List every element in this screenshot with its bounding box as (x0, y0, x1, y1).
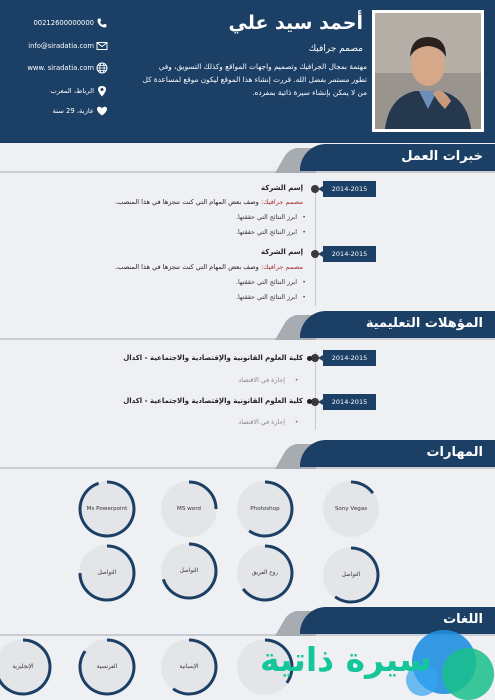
skill-ring (320, 544, 382, 606)
timeline-dot (311, 250, 319, 258)
degree-name: إجازة في الاقتصاد • (238, 419, 285, 426)
heart-icon (96, 105, 108, 117)
achievement-item: ابرز النتائج التي حققتها. • (236, 294, 297, 301)
job-desc (115, 198, 303, 206)
language-ring (0, 636, 54, 698)
job-desc-text: وصف بعض المهام التي كنت تنجزها في هذا المنصب. (115, 198, 259, 206)
timeline-dot (311, 398, 319, 406)
skill-ring (234, 542, 296, 604)
avatar (375, 13, 481, 129)
skill-label: MS word (177, 506, 201, 512)
skill-ring (76, 542, 138, 604)
skill-label: Ms Powerpoint (86, 506, 128, 512)
language-label: الفرنسية (96, 664, 118, 670)
skill-label: التواصل (179, 568, 199, 574)
education-timeline (315, 352, 316, 430)
language-label: الإنجليزية (12, 664, 34, 670)
company-name: إسم الشركة (260, 184, 303, 192)
skill-label: التواصل (97, 570, 117, 576)
section-divider (0, 338, 495, 340)
phone-icon (96, 17, 108, 29)
person-name: أحمد سيد علي (228, 12, 363, 34)
skill-label: روح الفريق (251, 570, 279, 576)
section-title: خبرات العمل (401, 149, 483, 164)
education-header (0, 311, 495, 341)
skill-ring (76, 478, 138, 540)
website-text: www. siradatia.com (27, 64, 94, 72)
profile-photo (372, 10, 484, 132)
email-text: info@siradatia.com (28, 42, 94, 50)
language-ring (76, 636, 138, 698)
date-badge: 2014-2015 (323, 246, 376, 262)
job-role: مصمم جرافيك: (260, 198, 303, 206)
contact-email (10, 39, 110, 53)
section-bar (300, 440, 495, 467)
skill-label: Sony Vegas (334, 506, 368, 512)
achievement-item: ابرز النتائج التي حققتها. • (236, 279, 297, 286)
skills-header (0, 440, 495, 470)
skill-ring (234, 478, 296, 540)
timeline-dot (311, 185, 319, 193)
watermark-logo (222, 618, 495, 700)
email-icon (96, 40, 108, 52)
timeline-dot (311, 354, 319, 362)
contact-status (10, 104, 110, 118)
job-title: مصمم جرافيك (308, 44, 363, 54)
job-desc (115, 263, 303, 271)
section-bar (300, 144, 495, 171)
job-desc-text: وصف بعض المهام التي كنت تنجزها في هذا المنصب. (115, 263, 259, 271)
globe-icon (96, 62, 108, 74)
skill-label: Photoshop (250, 506, 280, 512)
section-title: اللغات (443, 612, 483, 627)
bio: مهتمة بمجال الجرافيك وتصميم واجهات المواقع وكذلك التسويق، وفي تطور مستمر بفضل الله. قررت إنشاء هذا الموقع ليكون موقع لمساعدة كل من لا يمكن بإنشاء سيرة ذاتية بمفرده. (142, 62, 367, 97)
location-icon (96, 85, 108, 97)
achievement-item: ابرز النتائج التي حققتها. • (236, 229, 297, 236)
date-badge: 2014-2015 (323, 181, 376, 197)
language-label: الإسبانية (179, 664, 199, 670)
section-title: المهارات (426, 445, 483, 460)
section-bar (300, 311, 495, 338)
experience-timeline (315, 186, 316, 306)
school-name: كلية العلوم القانونية والإقتصادية والاجتماعية - اكدال (123, 397, 303, 405)
contact-location (10, 84, 110, 98)
skill-label: التواصل (341, 572, 361, 578)
status-text: عازبة، 29 سنة (52, 107, 94, 115)
date-badge: 2014-2015 (323, 394, 376, 410)
company-name: إسم الشركة (260, 248, 303, 256)
section-title: المؤهلات التعليمية (365, 316, 483, 331)
skill-ring (158, 540, 220, 602)
header (0, 0, 495, 143)
section-divider (0, 171, 495, 173)
skill-ring (320, 478, 382, 540)
location-text: الرباط، المغرب (50, 87, 94, 95)
section-divider (0, 467, 495, 469)
degree-name: إجازة في الاقتصاد • (238, 377, 285, 384)
skill-ring (158, 478, 220, 540)
achievement-item: ابرز النتائج التي حققتها. • (236, 214, 297, 221)
watermark-text: سيرة ذاتية (260, 640, 432, 679)
contact-website (10, 61, 110, 75)
phone-text: 00212600000000 (33, 19, 94, 27)
school-name: كلية العلوم القانونية والإقتصادية والاجتماعية - اكدال (123, 354, 303, 362)
language-ring (158, 636, 220, 698)
contact-phone (10, 16, 110, 30)
experience-header (0, 144, 495, 174)
job-role: مصمم جرافيك: (260, 263, 303, 271)
date-badge: 2014-2015 (323, 350, 376, 366)
